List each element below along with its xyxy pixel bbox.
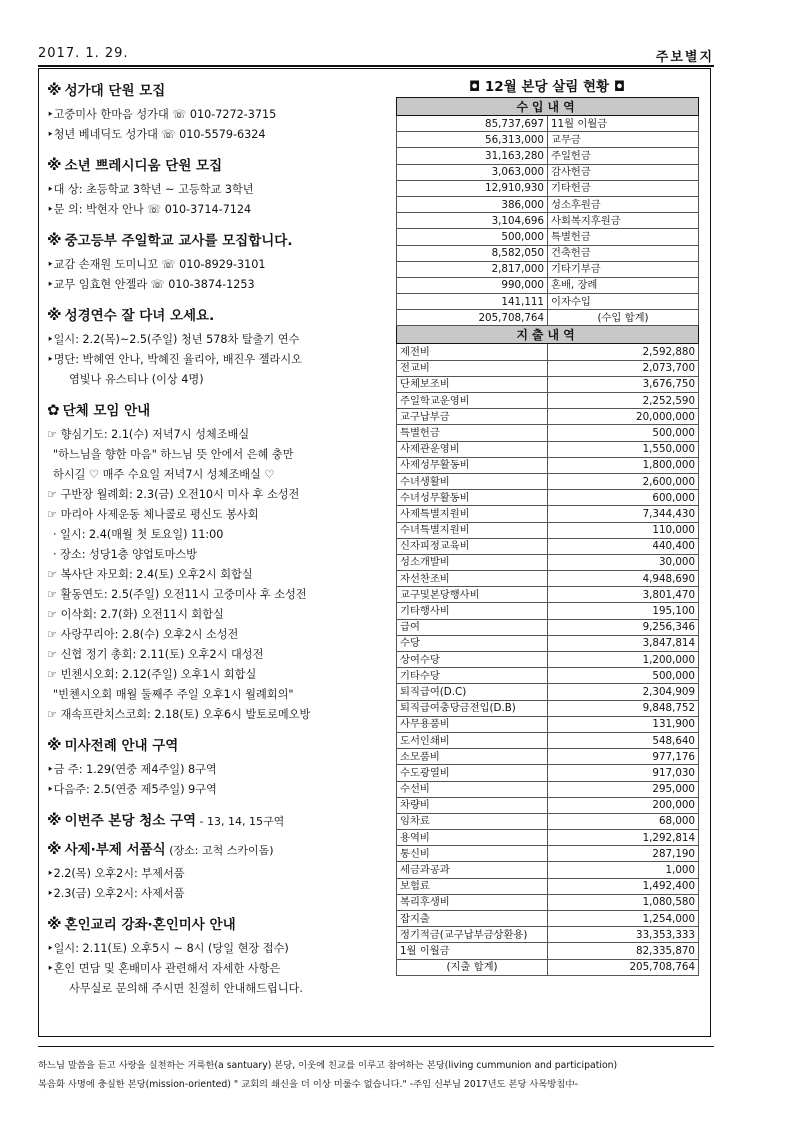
- notice-item: ‣대 상: 초등학교 3학년 ~ 고등학교 3학년: [47, 183, 254, 196]
- notice-section: [47, 304, 427, 390]
- notice-item: ‣금 주: 1.29(연중 제4주일) 8구역: [47, 763, 217, 776]
- expense-category: 성소개발비: [397, 554, 548, 570]
- income-category: 이자수입: [548, 294, 699, 310]
- table-row: [397, 441, 699, 457]
- finance-table: [396, 97, 699, 976]
- notice-item: ☞ 복사단 자모회: 2.4(토) 오후2시 회합실: [47, 568, 253, 581]
- income-category: 혼배, 장례: [548, 277, 699, 293]
- expense-amount: 1,492,400: [548, 878, 699, 894]
- notice-item: "하느님을 향한 마음" 하느님 뜻 안에서 은혜 충만: [53, 448, 294, 461]
- notice-item: ☞ 활동연도: 2.5(주일) 오전11시 고중미사 후 소성전: [47, 588, 307, 601]
- expense-amount: 2,592,880: [548, 344, 699, 360]
- expense-amount: 500,000: [548, 668, 699, 684]
- notice-item: ☞ 향심기도: 2.1(수) 저녁7시 성체조배실: [47, 428, 250, 441]
- section-title-text: 단체 모임 안내: [62, 403, 151, 419]
- expense-amount: 7,344,430: [548, 506, 699, 522]
- income-category: 성소후원금: [548, 196, 699, 212]
- income-amount: 3,104,696: [397, 213, 548, 229]
- expense-amount: 2,304,909: [548, 684, 699, 700]
- notice-item: · 장소: 성당1층 양업토마스방: [53, 548, 197, 561]
- expense-category: 용역비: [397, 830, 548, 846]
- expense-amount: 3,801,470: [548, 587, 699, 603]
- expense-category: 1월 이월금: [397, 943, 548, 959]
- expense-amount: 200,000: [548, 797, 699, 813]
- table-row: [397, 668, 699, 684]
- expense-amount: 3,847,814: [548, 635, 699, 651]
- expense-amount: 3,676,750: [548, 376, 699, 392]
- finance-column: [396, 77, 698, 976]
- notice-item: ‣교무 임효현 안젤라 ☏ 010-3874-1253: [47, 278, 255, 291]
- section-marker-icon: ※: [47, 840, 62, 858]
- notice-section: [47, 229, 427, 295]
- notice-section: [47, 154, 427, 220]
- expense-amount: 4,948,690: [548, 571, 699, 587]
- expense-category: 복리후생비: [397, 894, 548, 910]
- expense-amount: 30,000: [548, 554, 699, 570]
- section-marker-icon: ※: [47, 811, 62, 829]
- table-row: [397, 326, 699, 344]
- notice-section-title: [47, 399, 427, 419]
- notice-section: [47, 913, 427, 999]
- table-row: [397, 749, 699, 765]
- section-marker-icon: ✿: [47, 401, 60, 419]
- section-marker-icon: ※: [47, 306, 62, 324]
- expense-amount: 548,640: [548, 732, 699, 748]
- expense-category: 수녀성무활동비: [397, 490, 548, 506]
- expense-amount: 2,073,700: [548, 360, 699, 376]
- notice-item: ☞ 사랑꾸리아: 2.8(수) 오후2시 소성전: [47, 628, 239, 641]
- notice-section-title: [47, 734, 427, 754]
- expense-category: 전교비: [397, 360, 548, 376]
- expense-category: 사제관운영비: [397, 441, 548, 457]
- notice-section-title: [47, 79, 427, 99]
- expense-amount: 500,000: [548, 425, 699, 441]
- table-row: [397, 196, 699, 212]
- notice-section-title: [47, 304, 427, 324]
- footer: [38, 1056, 718, 1094]
- expense-total-amount: 205,708,764: [548, 959, 699, 975]
- section-marker-icon: ※: [47, 736, 62, 754]
- notice-item: ‣고중미사 한마음 성가대 ☏ 010-7272-3715: [47, 108, 277, 121]
- bulletin-title: 주보별지: [655, 50, 714, 65]
- table-row: [397, 409, 699, 425]
- notice-item: ‣청년 베네딕도 성가대 ☏ 010-5579-6324: [47, 128, 266, 141]
- expense-amount: 440,400: [548, 538, 699, 554]
- notice-section-title: [47, 838, 427, 858]
- table-row: [397, 700, 699, 716]
- income-header: 수입내역: [397, 98, 699, 116]
- expense-category: 임차료: [397, 813, 548, 829]
- notice-section-title: [47, 809, 427, 829]
- expense-amount: 1,292,814: [548, 830, 699, 846]
- table-row: [397, 506, 699, 522]
- expense-category: 소모품비: [397, 749, 548, 765]
- expense-amount: 9,848,752: [548, 700, 699, 716]
- expense-category: 상여수당: [397, 652, 548, 668]
- section-marker-icon: ※: [47, 81, 62, 99]
- notice-item: ‣2.3(금) 오후2시: 사제서품: [47, 887, 185, 900]
- section-marker-icon: ※: [47, 915, 62, 933]
- expense-header: 지출내역: [397, 326, 699, 344]
- section-title-text: 성가대 단원 모집: [64, 83, 166, 99]
- notice-section: [47, 399, 427, 725]
- table-row: [397, 846, 699, 862]
- expense-amount: 1,254,000: [548, 911, 699, 927]
- expense-amount: 1,080,580: [548, 894, 699, 910]
- notices-column: [47, 77, 427, 1008]
- table-row: [397, 927, 699, 943]
- income-amount: 141,111: [397, 294, 548, 310]
- footer-rule: [38, 1046, 714, 1047]
- footer-line-2: 복음화 사명에 충실한 본당(mission-oriented) " 교회의 쇄신을 더 이상 미룰수 없습니다." -주임 신부님 2017년도 본당 사목방침中-: [38, 1079, 578, 1090]
- table-row: [397, 959, 699, 975]
- section-title-text: 소년 쁘레시디움 단원 모집: [64, 158, 223, 174]
- expense-amount: 287,190: [548, 846, 699, 862]
- expense-amount: 295,000: [548, 781, 699, 797]
- table-row: [397, 716, 699, 732]
- notice-item: ☞ 재속프란치스코회: 2.18(토) 오후6시 발토로메오방: [47, 708, 311, 721]
- expense-amount: 33,353,333: [548, 927, 699, 943]
- table-row: [397, 213, 699, 229]
- income-amount: 85,737,697: [397, 116, 548, 132]
- expense-amount: 82,335,870: [548, 943, 699, 959]
- table-row: [397, 652, 699, 668]
- expense-amount: 1,800,000: [548, 457, 699, 473]
- expense-amount: 195,100: [548, 603, 699, 619]
- expense-amount: 1,200,000: [548, 652, 699, 668]
- table-row: [397, 862, 699, 878]
- income-amount: 500,000: [397, 229, 548, 245]
- expense-category: 수녀특별지원비: [397, 522, 548, 538]
- table-row: [397, 376, 699, 392]
- expense-category: 주일학교운영비: [397, 393, 548, 409]
- expense-category: 교구및본당행사비: [397, 587, 548, 603]
- table-row: [397, 522, 699, 538]
- notice-section: [47, 79, 427, 145]
- section-title-text: 미사전례 안내 구역: [64, 738, 179, 754]
- notice-item: 염빛나 유스티나 (이상 4명): [69, 373, 204, 386]
- income-amount: 31,163,280: [397, 148, 548, 164]
- table-row: [397, 116, 699, 132]
- section-title-text: 중고등부 주일학교 교사를 모집합니다.: [64, 233, 293, 249]
- notice-item: ☞ 구반장 월례회: 2.3(금) 오전10시 미사 후 소성전: [47, 488, 300, 501]
- table-row: [397, 765, 699, 781]
- notice-item: ☞ 신협 정기 총회: 2.11(토) 오후2시 대성전: [47, 648, 264, 661]
- table-row: [397, 180, 699, 196]
- income-amount: 386,000: [397, 196, 548, 212]
- notice-item: ☞ 빈첸시오회: 2.12(주일) 오후1시 회합실: [47, 668, 257, 681]
- table-row: [397, 538, 699, 554]
- table-row: [397, 587, 699, 603]
- expense-category: 사제특별지원비: [397, 506, 548, 522]
- expense-amount: 977,176: [548, 749, 699, 765]
- table-row: [397, 781, 699, 797]
- expense-amount: 2,252,590: [548, 393, 699, 409]
- expense-amount: 1,550,000: [548, 441, 699, 457]
- expense-total-label: (지출 합계): [397, 959, 548, 975]
- expense-category: 수녀생활비: [397, 473, 548, 489]
- table-row: [397, 732, 699, 748]
- expense-category: 기타행사비: [397, 603, 548, 619]
- table-row: [397, 473, 699, 489]
- expense-category: 세금과공과: [397, 862, 548, 878]
- income-category: 주일헌금: [548, 148, 699, 164]
- expense-amount: 131,900: [548, 716, 699, 732]
- section-title-text: 사제·부제 서품식: [64, 842, 166, 858]
- income-category: 특별헌금: [548, 229, 699, 245]
- notice-item: · 일시: 2.4(매월 첫 토요일) 11:00: [53, 528, 224, 541]
- expense-category: 기타수당: [397, 668, 548, 684]
- table-row: [397, 164, 699, 180]
- table-row: [397, 425, 699, 441]
- table-row: [397, 132, 699, 148]
- expense-amount: 68,000: [548, 813, 699, 829]
- income-amount: 56,313,000: [397, 132, 548, 148]
- income-amount: 3,063,000: [397, 164, 548, 180]
- notice-item: ‣문 의: 박현자 안나 ☏ 010-3714-7124: [47, 203, 252, 216]
- expense-category: 신자피정교육비: [397, 538, 548, 554]
- expense-category: 제전비: [397, 344, 548, 360]
- notice-item: 하시길 ♡ 매주 수요일 저녁7시 성체조배실 ♡: [53, 468, 275, 481]
- section-title-text: 혼인교리 강좌·혼인미사 안내: [64, 917, 236, 933]
- expense-category: 급여: [397, 619, 548, 635]
- table-row: [397, 619, 699, 635]
- notice-item: 사무실로 문의해 주시면 친절히 안내해드립니다.: [69, 982, 303, 995]
- expense-category: 자선찬조비: [397, 571, 548, 587]
- expense-category: 특별헌금: [397, 425, 548, 441]
- header-rule: [38, 65, 714, 67]
- notice-section: [47, 809, 427, 829]
- income-amount: 12,910,930: [397, 180, 548, 196]
- table-row: [397, 635, 699, 651]
- notice-section: [47, 734, 427, 800]
- expense-category: 수도광열비: [397, 765, 548, 781]
- table-row: [397, 229, 699, 245]
- section-subtitle: - 13, 14, 15구역: [196, 815, 285, 828]
- table-row: [397, 277, 699, 293]
- table-row: [397, 360, 699, 376]
- income-amount: 990,000: [397, 277, 548, 293]
- expense-category: 수당: [397, 635, 548, 651]
- expense-amount: 1,000: [548, 862, 699, 878]
- table-row: [397, 98, 699, 116]
- expense-category: 통신비: [397, 846, 548, 862]
- table-row: [397, 813, 699, 829]
- bulletin-date: 2017. 1. 29.: [38, 46, 129, 61]
- notice-item: ☞ 마리아 사제운동 체나콜로 평신도 봉사회: [47, 508, 259, 521]
- table-row: [397, 457, 699, 473]
- notice-item: ‣교감 손재원 도미니꼬 ☏ 010-8929-3101: [47, 258, 266, 271]
- table-row: [397, 148, 699, 164]
- expense-category: 수선비: [397, 781, 548, 797]
- expense-category: 정기적금(교구납부금상환용): [397, 927, 548, 943]
- expense-category: 차량비: [397, 797, 548, 813]
- section-marker-icon: ※: [47, 156, 62, 174]
- notice-item: ‣명단: 박혜연 안나, 박혜진 율리아, 배진우 젤라시오: [47, 353, 302, 366]
- income-category: 교무금: [548, 132, 699, 148]
- income-category: 감사헌금: [548, 164, 699, 180]
- notice-item: ‣일시: 2.11(토) 오후5시 ~ 8시 (당일 현장 접수): [47, 942, 289, 955]
- notice-item: ‣혼인 면담 및 혼배미사 관련해서 자세한 사항은: [47, 962, 281, 975]
- expense-category: 단체보조비: [397, 376, 548, 392]
- expense-category: 잡지출: [397, 911, 548, 927]
- income-category: 사회복지후원금: [548, 213, 699, 229]
- expense-amount: 2,600,000: [548, 473, 699, 489]
- table-row: [397, 797, 699, 813]
- table-row: [397, 603, 699, 619]
- table-row: [397, 878, 699, 894]
- expense-amount: 9,256,346: [548, 619, 699, 635]
- expense-amount: 20,000,000: [548, 409, 699, 425]
- table-row: [397, 245, 699, 261]
- table-row: [397, 830, 699, 846]
- income-category: 기타헌금: [548, 180, 699, 196]
- table-row: [397, 554, 699, 570]
- content-frame: [38, 68, 711, 1037]
- notice-item: ☞ 이삭회: 2.7(화) 오전11시 회합실: [47, 608, 224, 621]
- expense-category: 도서인쇄비: [397, 732, 548, 748]
- notice-item: ‣일시: 2.2(목)~2.5(주일) 청년 578차 탈출기 연수: [47, 333, 300, 346]
- table-row: [397, 490, 699, 506]
- notice-section-title: [47, 229, 427, 249]
- table-row: [397, 894, 699, 910]
- notice-section-title: [47, 154, 427, 174]
- table-row: [397, 294, 699, 310]
- section-title-text: 이번주 본당 청소 구역: [64, 813, 197, 829]
- notice-section-title: [47, 913, 427, 933]
- income-category: 건축헌금: [548, 245, 699, 261]
- table-row: [397, 310, 699, 326]
- expense-category: 교구납부금: [397, 409, 548, 425]
- finance-title: ◘ 12월 본당 살림 현황 ◘: [468, 79, 626, 95]
- notice-item: ‣2.2(목) 오후2시: 부제서품: [47, 867, 185, 880]
- table-row: [397, 344, 699, 360]
- expense-amount: 110,000: [548, 522, 699, 538]
- page-header: [38, 44, 714, 66]
- expense-category: 퇴직급여(D.C): [397, 684, 548, 700]
- notice-item: "빈첸시오회 매월 둘째주 주일 오후1시 월례회의": [53, 688, 294, 701]
- expense-amount: 917,030: [548, 765, 699, 781]
- income-amount: 8,582,050: [397, 245, 548, 261]
- expense-amount: 600,000: [548, 490, 699, 506]
- expense-category: 보험료: [397, 878, 548, 894]
- table-row: [397, 684, 699, 700]
- income-total-label: (수입 합계): [548, 310, 699, 326]
- section-subtitle: (장소: 고척 스카이돔): [165, 844, 274, 857]
- expense-category: 사제성무활동비: [397, 457, 548, 473]
- income-total-amount: 205,708,764: [397, 310, 548, 326]
- notice-item: ‣다음주: 2.5(연중 제5주일) 9구역: [47, 783, 217, 796]
- table-row: [397, 571, 699, 587]
- table-row: [397, 393, 699, 409]
- table-row: [397, 911, 699, 927]
- expense-category: 퇴직급여충당금전입(D.B): [397, 700, 548, 716]
- income-category: 11월 이월금: [548, 116, 699, 132]
- expense-category: 사무용품비: [397, 716, 548, 732]
- income-category: 기타기부금: [548, 261, 699, 277]
- section-marker-icon: ※: [47, 231, 62, 249]
- section-title-text: 성경연수 잘 다녀 오세요.: [64, 308, 215, 324]
- table-row: [397, 943, 699, 959]
- income-amount: 2,817,000: [397, 261, 548, 277]
- table-row: [397, 261, 699, 277]
- notice-section: [47, 838, 427, 904]
- footer-line-1: 하느님 말씀을 듣고 사랑을 실천하는 거룩한(a santuary) 본당, 이웃에 친교를 이루고 참여하는 본당(living cummunion and participation): [38, 1060, 618, 1071]
